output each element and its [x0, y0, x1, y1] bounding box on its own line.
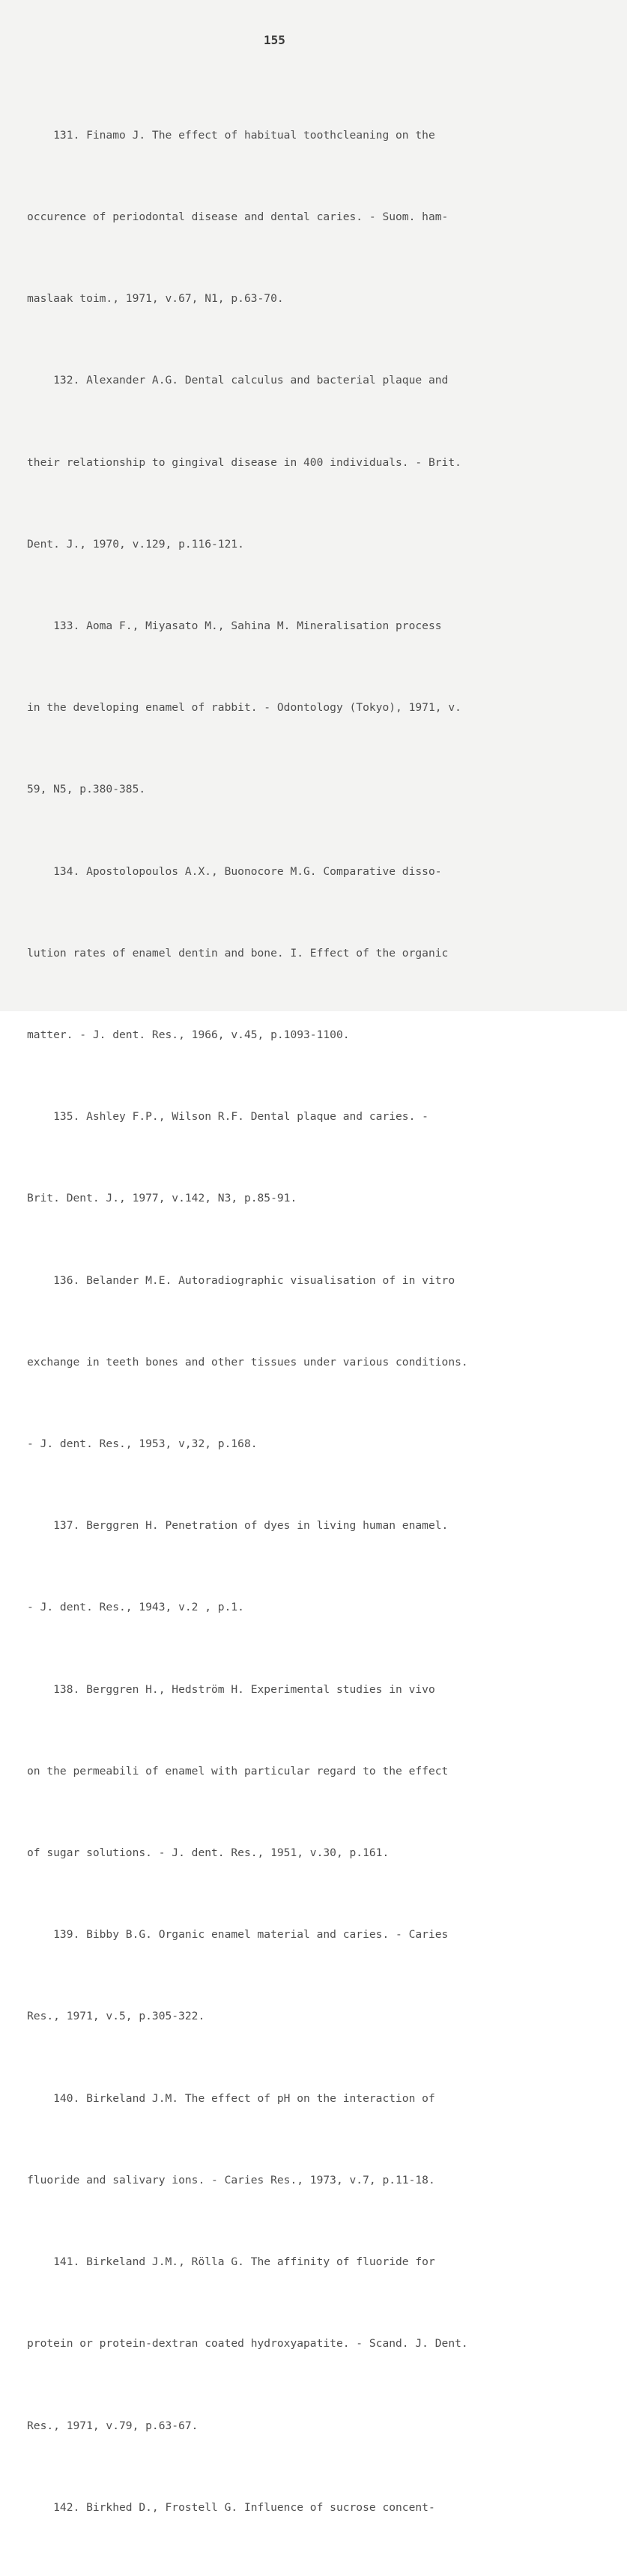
- text-line: in the developing enamel of rabbit. - Odontology (Tokyo), 1971, v.: [27, 701, 461, 715]
- text-line: 139. Bibby B.G. Organic enamel material and caries. - Caries: [27, 1928, 449, 1942]
- text-line: 138. Berggren H., Hedström H. Experimental studies in vivo: [27, 1682, 435, 1696]
- text-line: 142. Birkhed D., Frostell G. Influence of sucrose concent-: [27, 2500, 435, 2514]
- text-line: Res., 1971, v.79, p.63-67.: [27, 2419, 199, 2432]
- text-line: lution rates of enamel dentin and bone. I. Effect of the organic: [27, 946, 449, 960]
- text-line: - J. dent. Res., 1943, v.2 , p.1.: [27, 1601, 244, 1614]
- text-line: maslaak toim., 1971, v.67, N1, p.63-70.: [27, 292, 284, 306]
- text-line: fluoride and salivary ions. - Caries Res., 1973, v.7, p.11-18.: [27, 2173, 435, 2186]
- text-line: 134. Apostolopoulos A.X., Buonocore M.G. Comparative disso-: [27, 864, 442, 878]
- text-line: 59, N5, p.380-385.: [27, 783, 146, 796]
- text-line: 140. Birkeland J.M. The effect of pH on the interaction of: [27, 2091, 435, 2105]
- text-line: - J. dent. Res., 1953, v,32, p.168.: [27, 1437, 258, 1451]
- text-line: their relationship to gingival disease in 400 individuals. - Brit.: [27, 455, 461, 469]
- reference-list: [27, 67, 619, 2576]
- text-line: 141. Birkeland J.M., Rölla G. The affinity of fluoride for: [27, 2255, 435, 2269]
- text-line: 136. Belander M.E. Autoradiographic visualisation of in vitro: [27, 1273, 455, 1287]
- text-line: matter. - J. dent. Res., 1966, v.45, p.1093-1100.: [27, 1028, 350, 1042]
- text-line: 137. Berggren H. Penetration of dyes in living human enamel.: [27, 1519, 449, 1533]
- text-line: exchange in teeth bones and other tissues under various conditions.: [27, 1355, 468, 1369]
- page-number: 155: [264, 33, 285, 47]
- text-line: protein or protein-dextran coated hydroxyapatite. - Scand. J. Dent.: [27, 2337, 468, 2351]
- text-line: Res., 1971, v.5, p.305-322.: [27, 2010, 205, 2023]
- text-line: Brit. Dent. J., 1977, v.142, N3, p.85-91.: [27, 1192, 297, 1205]
- text-line: 132. Alexander A.G. Dental calculus and bacterial plaque and: [27, 374, 449, 387]
- text-line: 135. Ashley F.P., Wilson R.F. Dental plaque and caries. -: [27, 1110, 428, 1124]
- text-line: occurence of periodontal disease and dental caries. - Suom. ham-: [27, 210, 449, 224]
- text-line: Dent. J., 1970, v.129, p.116-121.: [27, 537, 244, 551]
- text-line: on the permeabili of enamel with particular regard to the effect: [27, 1764, 449, 1778]
- text-line: 131. Finamo J. The effect of habitual toothcleaning on the: [27, 128, 435, 142]
- text-line: 133. Aoma F., Miyasato M., Sahina M. Mineralisation process: [27, 619, 442, 633]
- text-line: of sugar solutions. - J. dent. Res., 1951, v.30, p.161.: [27, 1846, 390, 1860]
